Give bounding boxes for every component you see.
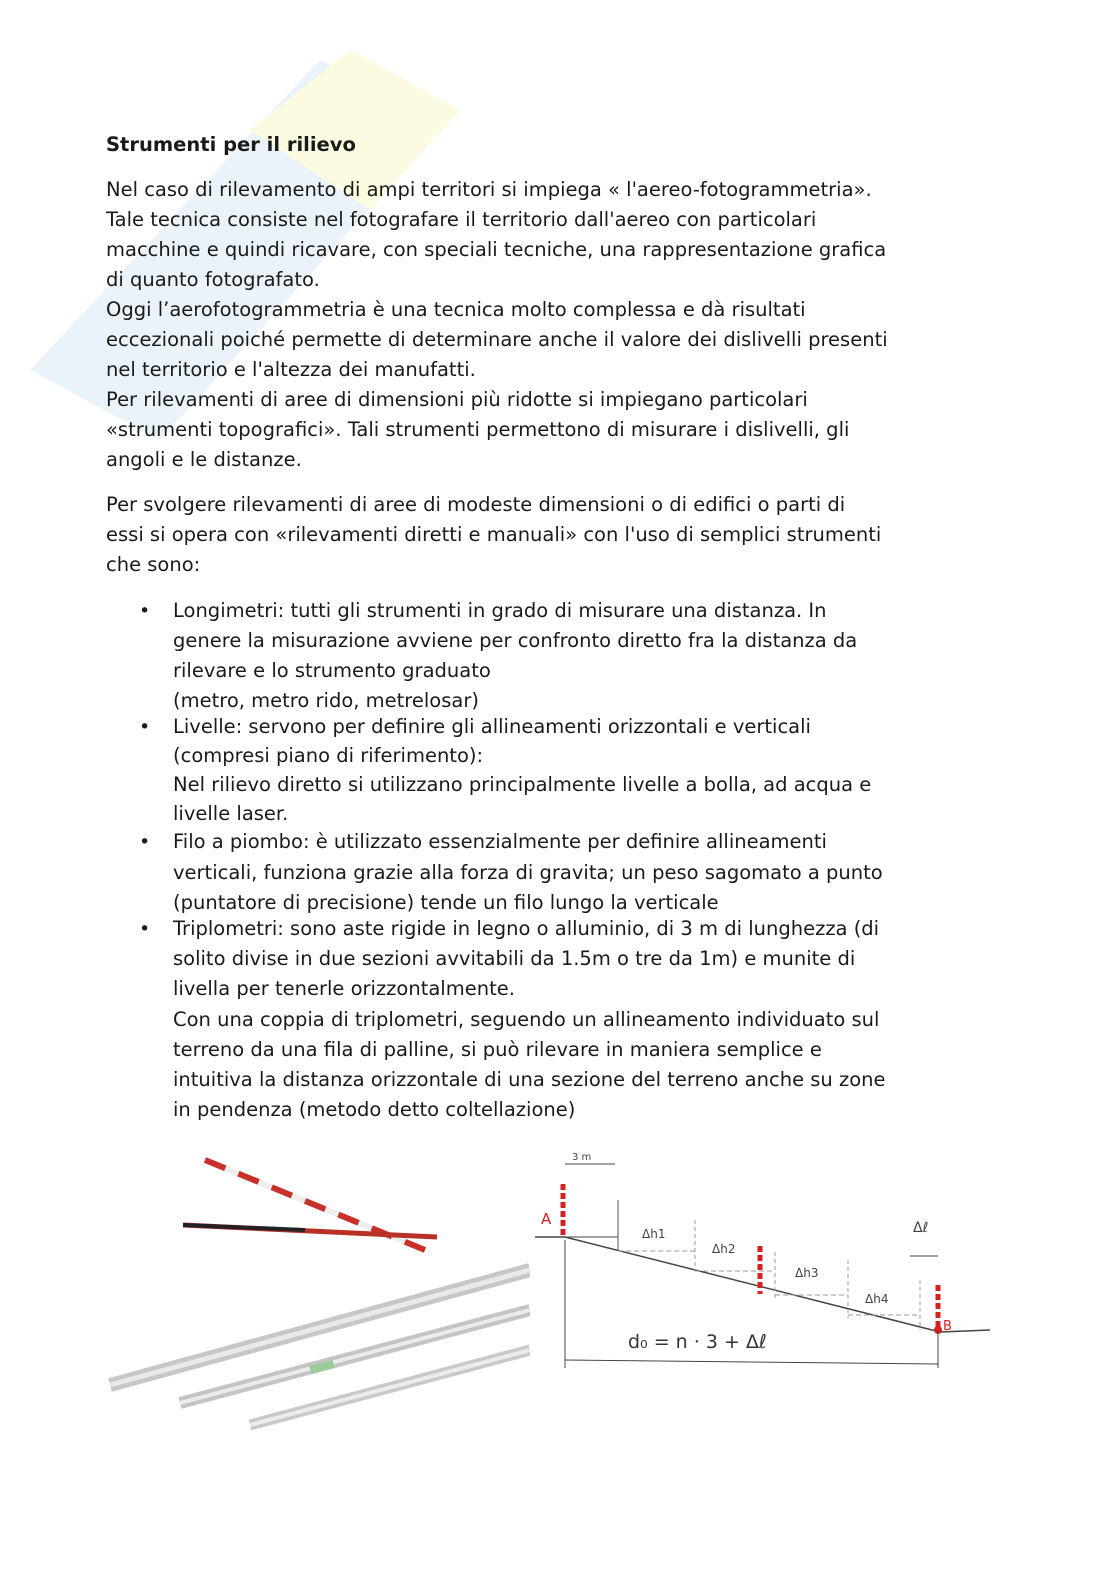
dh4-label: Δh4 [865, 1292, 889, 1306]
page-title: Strumenti per il rilievo [106, 133, 356, 156]
label-b: B [943, 1319, 952, 1334]
bullet-item-line: terreno da una fila di palline, si può rilevare in maniera semplice e [173, 1037, 822, 1061]
bullet-item-line: livelle laser. [173, 802, 289, 825]
dl-label: Δℓ [913, 1220, 929, 1236]
bullet-item-line: Triplometri: sono aste rigide in legno o alluminio, di 3 m di lunghezza (di [173, 917, 880, 940]
bullet-item-line: Filo a piombo: è utilizzato essenzialmente per definire allineamenti [173, 830, 827, 853]
bullet-item-line: rilevare e lo strumento graduato [173, 659, 491, 682]
paragraph-line: Per svolgere rilevamenti di aree di modeste dimensioni o di edifici o parti di [106, 493, 846, 516]
bullet-icon: • [139, 716, 151, 738]
bullet-item-line: genere la misurazione avviene per confronto diretto fra la distanza da [173, 629, 858, 652]
bullet-item-line: Nel rilievo diretto si utilizzano principalmente livelle a bolla, ad acqua e [173, 773, 872, 796]
bullet-item-line: Livelle: servono per definire gli allineamenti orizzontali e verticali [173, 715, 811, 738]
paragraph-line: di quanto fotografato. [106, 268, 320, 291]
paragraph-line: essi si opera con «rilevamenti diretti e manuali» con l'uso di semplici strumenti [106, 523, 882, 546]
formula: d₀ = n · 3 + Δℓ [628, 1331, 767, 1353]
dh2-label: Δh2 [712, 1242, 736, 1256]
paragraph-line: Per rilevamenti di aree di dimensioni più ridotte si impiegano particolari [106, 388, 808, 411]
bullet-item-line: (metro, metro rido, metrelosar) [173, 689, 479, 712]
dh1-label: Δh1 [642, 1227, 666, 1241]
bullet-icon: • [139, 600, 151, 622]
paragraph-line: nel territorio e l'altezza dei manufatti. [106, 358, 476, 381]
bullet-icon: • [139, 831, 151, 853]
bullet-item-line: verticali, funziona grazie alla forza di gravita; un peso sagomato a punto [173, 860, 883, 884]
triplometri-photo [105, 1145, 530, 1435]
paragraph-line: Oggi l’aerofotogrammetria è una tecnica molto complessa e dà risultati [106, 298, 806, 321]
paragraph-line: angoli e le distanze. [106, 448, 302, 471]
paragraph-line: che sono: [106, 553, 201, 576]
paragraph-line: Tale tecnica consiste nel fotografare il territorio dall'aereo con particolari [106, 208, 817, 231]
label-a: A [541, 1210, 552, 1228]
span-label: 3 m [572, 1152, 592, 1163]
paragraph-line: «strumenti topografici». Tali strumenti permettono di misurare i dislivelli, gli [106, 418, 850, 441]
coltellazione-diagram [530, 1140, 1000, 1380]
paragraph-line: macchine e quindi ricavare, con speciali tecniche, una rappresentazione grafica [106, 238, 887, 261]
paragraph-line: eccezionali poiché permette di determinare anche il valore dei dislivelli presenti [106, 328, 888, 351]
bullet-item-line: in pendenza (metodo detto coltellazione) [173, 1098, 576, 1122]
bullet-item-line: Longimetri: tutti gli strumenti in grado di misurare una distanza. In [173, 599, 827, 622]
dh3-label: Δh3 [795, 1266, 819, 1280]
bullet-item-line: solito divise in due sezioni avvitabili da 1.5m o tre da 1m) e munite di [173, 947, 856, 971]
bullet-item-line: (puntatore di precisione) tende un filo lungo la verticale [173, 891, 719, 914]
bullet-item-line: intuitiva la distanza orizzontale di una sezione del terreno anche su zone [173, 1068, 886, 1091]
paragraph-line: Nel caso di rilevamento di ampi territori si impiega « l'aereo-fotogrammetria». [106, 178, 872, 201]
bullet-item-line: livella per tenerle orizzontalmente. [173, 977, 515, 1001]
bullet-item-line: (compresi piano di riferimento): [173, 744, 484, 767]
bullet-item-line: Con una coppia di triplometri, seguendo un allineamento individuato sul [173, 1007, 880, 1031]
bullet-icon: • [139, 918, 151, 940]
